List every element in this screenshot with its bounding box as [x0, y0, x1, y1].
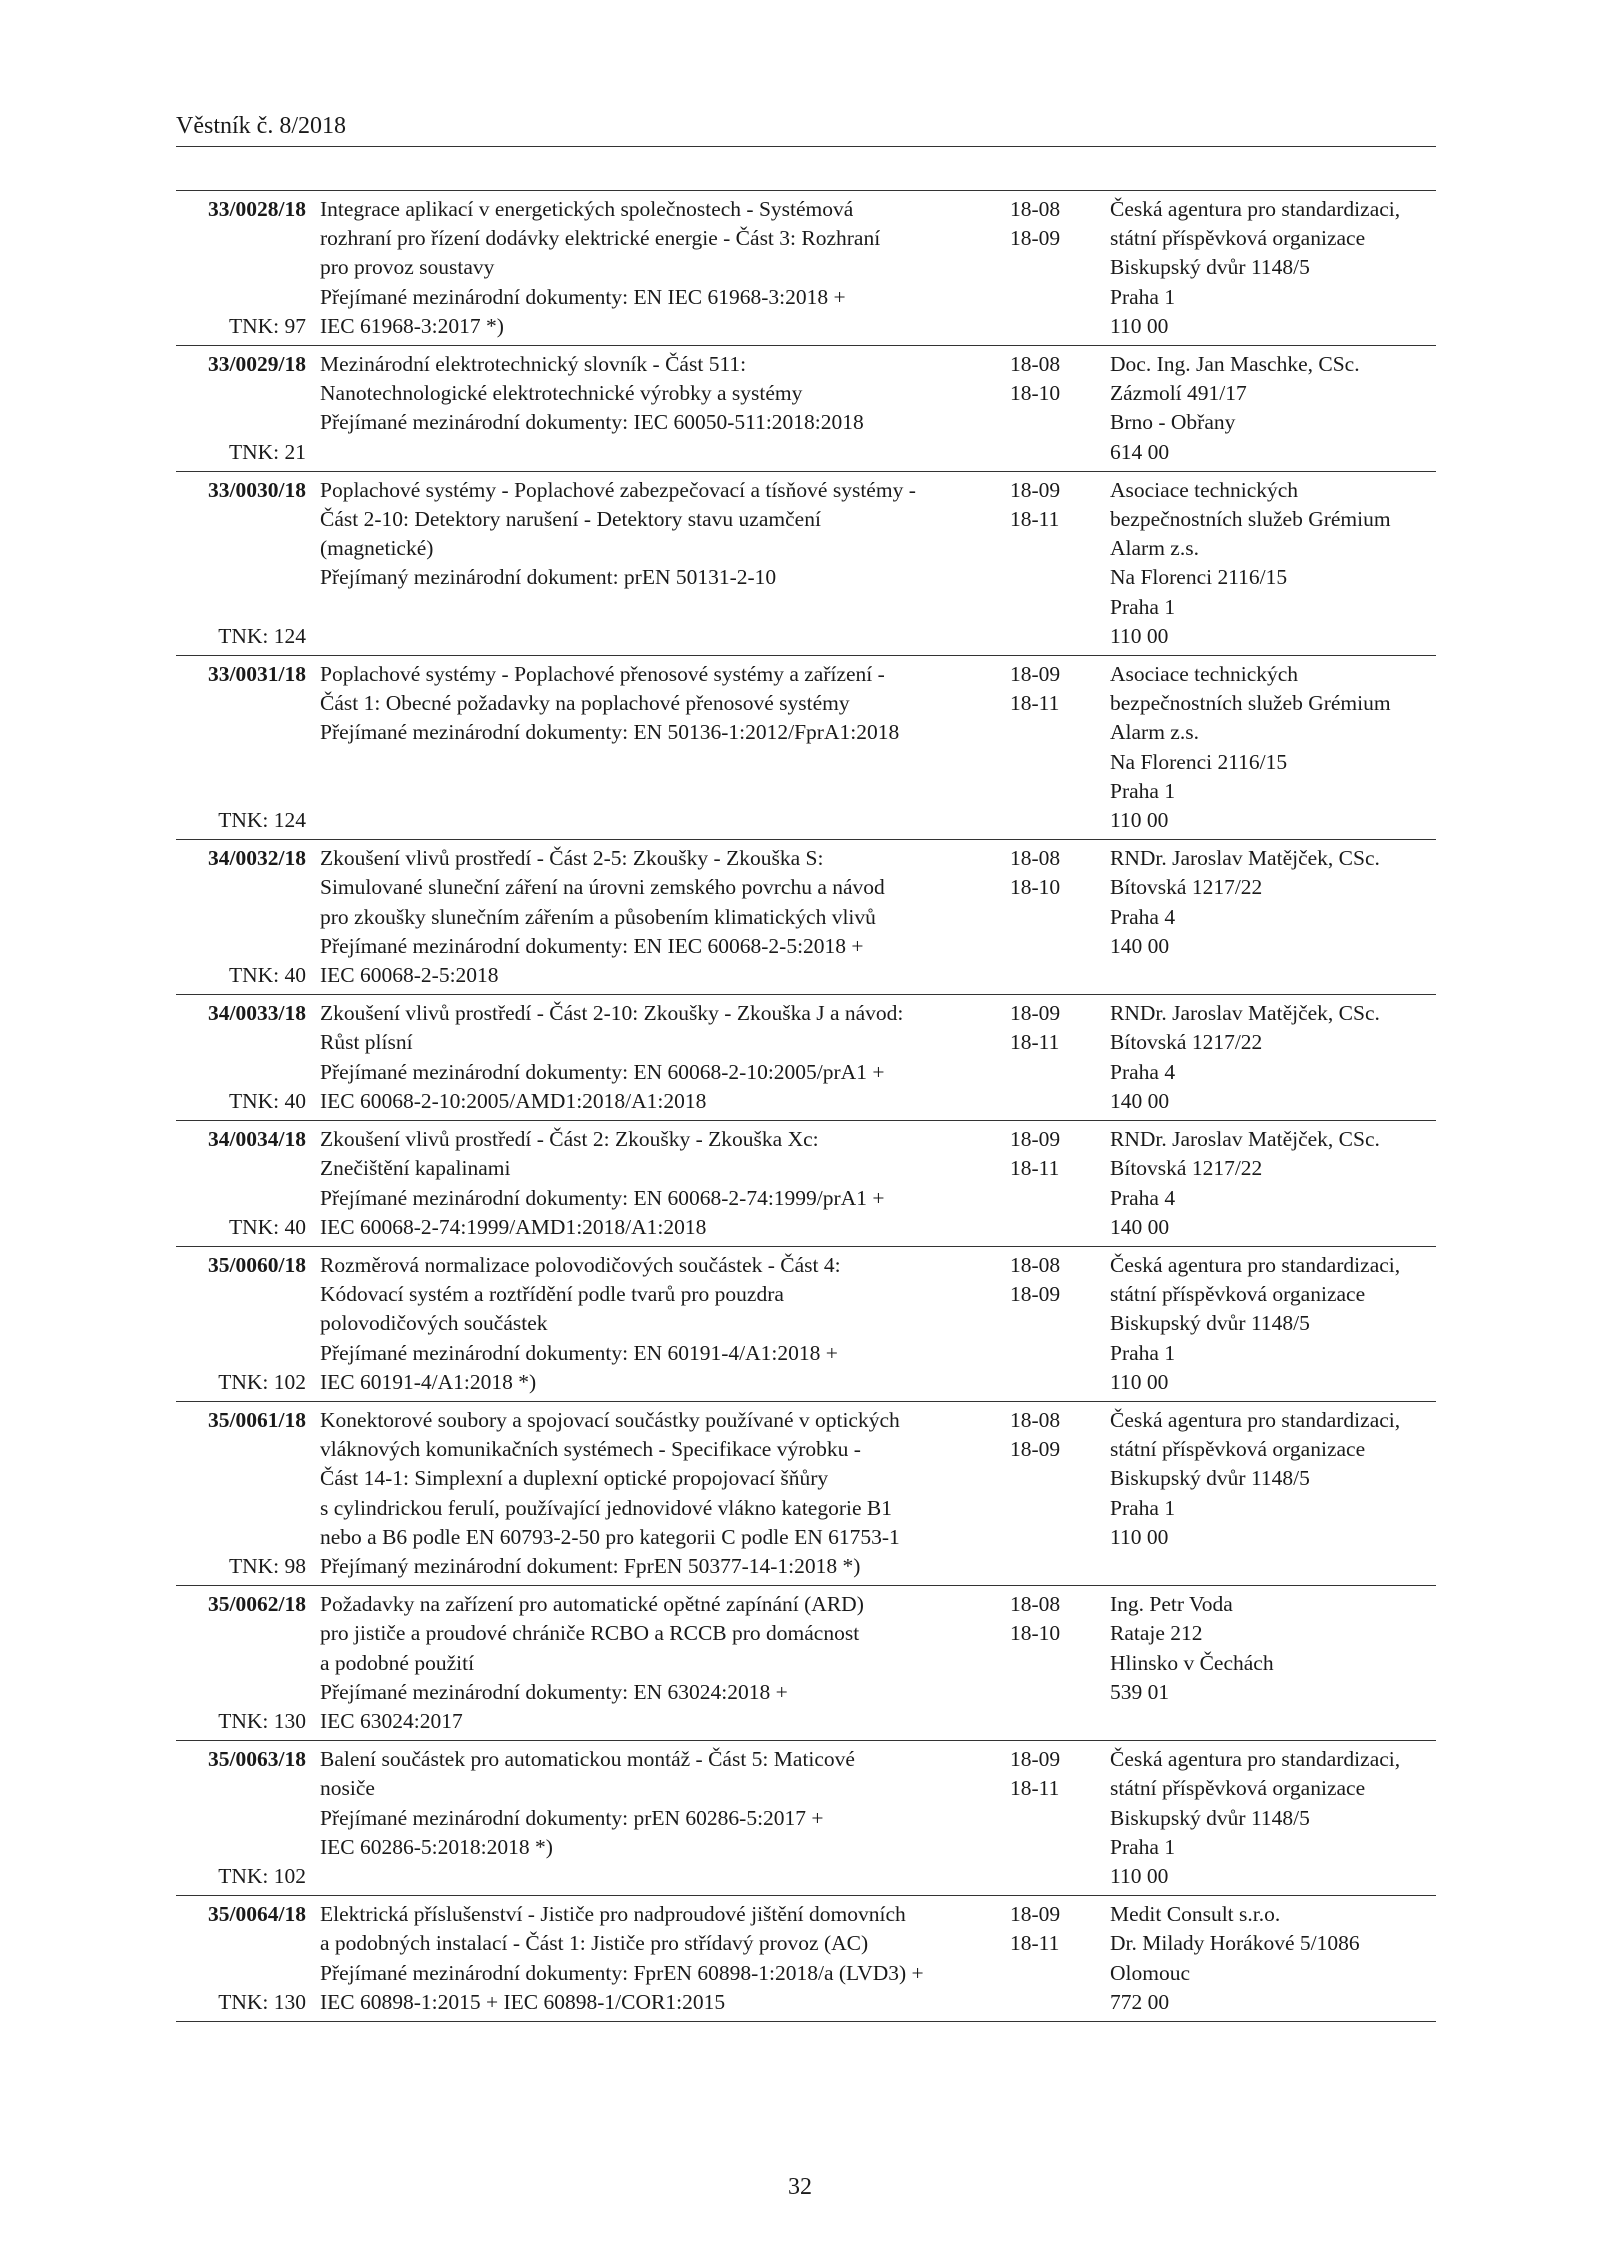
record-id-column	[176, 660, 306, 835]
record-title-line: pro provoz soustavy	[320, 255, 495, 280]
record-title-line: IEC 60068-2-74:1999/AMD1:2018/A1:2018	[320, 1214, 707, 1239]
record-id-column	[176, 1900, 306, 2017]
record-address	[1110, 1590, 1436, 1736]
record-row	[176, 1121, 1436, 1247]
record-date: 18-09	[1010, 1747, 1061, 1772]
record-dates	[1010, 999, 1110, 1116]
record-id: 35/0062/18	[208, 1592, 306, 1617]
record-address-line: 140 00	[1110, 933, 1170, 958]
record-dates	[1010, 660, 1110, 835]
record-address-line: Doc. Ing. Jan Maschke, CSc.	[1110, 352, 1360, 377]
record-title-line: IEC 63024:2017	[320, 1708, 463, 1733]
record-dates	[1010, 1251, 1110, 1397]
record-tnk: TNK: 124	[218, 623, 306, 648]
record-date: 18-09	[1010, 1282, 1061, 1307]
record-date: 18-09	[1010, 1437, 1061, 1462]
record-address-line: 110 00	[1110, 623, 1169, 648]
record-id-column	[176, 1125, 306, 1242]
record-tnk: TNK: 102	[218, 1369, 306, 1394]
record-title-line: Zkoušení vlivů prostředí - Část 2-5: Zkoušky - Zkouška S:	[320, 846, 824, 871]
record-id-column	[176, 1590, 306, 1736]
record-row	[176, 1402, 1436, 1586]
record-title-line: Požadavky na zařízení pro automatické opětné zapínání (ARD)	[320, 1592, 864, 1617]
record-title-line: Simulované sluneční záření na úrovni zemského povrchu a návod	[320, 875, 885, 900]
record-title-line: Přejímané mezinárodní dokumenty: EN 60068-2-10:2005/prA1 +	[320, 1059, 885, 1084]
record-title-line: Přejímané mezinárodní dokumenty: EN 50136-1:2012/FprA1:2018	[320, 720, 900, 745]
record-address	[1110, 195, 1436, 341]
record-address-line: Česká agentura pro standardizaci,	[1110, 1747, 1401, 1772]
record-tnk: TNK: 130	[218, 1989, 306, 2014]
record-title-line: Přejímané mezinárodní dokumenty: FprEN 60898-1:2018/a (LVD3) +	[320, 1960, 924, 1985]
record-title-line: vláknových komunikačních systémech - Specifikace výrobku -	[320, 1437, 861, 1462]
record-date: 18-08	[1010, 1407, 1061, 1432]
record-address-line: Biskupský dvůr 1148/5	[1110, 1805, 1310, 1830]
record-date: 18-11	[1010, 507, 1060, 532]
record-title-line: (magnetické)	[320, 536, 434, 561]
record-address-line: RNDr. Jaroslav Matějček, CSc.	[1110, 846, 1380, 871]
record-address	[1110, 1406, 1436, 1581]
record-date: 18-08	[1010, 846, 1061, 871]
record-title-line: Nanotechnologické elektrotechnické výrobky a systémy	[320, 381, 803, 406]
record-title	[320, 195, 1004, 341]
record-dates	[1010, 350, 1110, 467]
record-row	[176, 840, 1436, 995]
record-title-line: Přejímané mezinárodní dokumenty: IEC 60050-511:2018:2018	[320, 410, 864, 435]
record-address	[1110, 1125, 1436, 1242]
record-title	[320, 1251, 1004, 1397]
record-address-line: Česká agentura pro standardizaci,	[1110, 197, 1401, 221]
record-date: 18-11	[1010, 1030, 1060, 1055]
record-title-line: Přejímaný mezinárodní dokument: FprEN 50377-14-1:2018 *)	[320, 1553, 861, 1578]
record-id-column	[176, 476, 306, 651]
record-address-line: Praha 4	[1110, 904, 1176, 929]
record-title-line: IEC 60286-5:2018:2018 *)	[320, 1834, 553, 1859]
record-address-line: Praha 1	[1110, 778, 1176, 803]
record-address-line: státní příspěvková organizace	[1110, 1437, 1366, 1462]
record-title	[320, 476, 1004, 651]
record-address-line: státní příspěvková organizace	[1110, 226, 1366, 251]
record-address-line: Česká agentura pro standardizaci,	[1110, 1407, 1401, 1432]
record-title-line: Část 2-10: Detektory narušení - Detektory stavu uzamčení	[320, 507, 821, 532]
record-address	[1110, 660, 1436, 835]
record-title-line: Balení součástek pro automatickou montáž - Část 5: Maticové	[320, 1747, 855, 1772]
record-row	[176, 346, 1436, 472]
record-title-line: nosiče	[320, 1776, 375, 1801]
record-title	[320, 660, 1004, 835]
record-title-line: Přejímané mezinárodní dokumenty: EN 60068-2-74:1999/prA1 +	[320, 1185, 885, 1210]
record-date: 18-08	[1010, 352, 1061, 377]
record-id: 35/0064/18	[208, 1902, 306, 1927]
record-address-line: Zázmolí 491/17	[1110, 381, 1247, 406]
record-title	[320, 350, 1004, 467]
record-title-line: Mezinárodní elektrotechnický slovník - Část 511:	[320, 352, 747, 377]
record-title-line: a podobné použití	[320, 1650, 475, 1675]
record-title	[320, 1900, 1004, 2017]
record-title	[320, 999, 1004, 1116]
record-dates	[1010, 1590, 1110, 1736]
record-dates	[1010, 1745, 1110, 1891]
record-id: 33/0028/18	[208, 197, 306, 221]
record-address-line: RNDr. Jaroslav Matějček, CSc.	[1110, 1001, 1380, 1026]
record-title-line: Přejímané mezinárodní dokumenty: EN IEC 60068-2-5:2018 +	[320, 933, 864, 958]
page-number: 32	[788, 2174, 812, 2200]
record-address	[1110, 1745, 1436, 1891]
record-dates	[1010, 476, 1110, 651]
record-date: 18-09	[1010, 1127, 1061, 1152]
record-date: 18-11	[1010, 1156, 1060, 1181]
record-title-line: Zkoušení vlivů prostředí - Část 2: Zkoušky - Zkouška Xc:	[320, 1127, 819, 1152]
record-title-line: Přejímané mezinárodní dokumenty: prEN 60286-5:2017 +	[320, 1805, 824, 1830]
record-title-line: Konektorové soubory a spojovací součástky používané v optických	[320, 1407, 900, 1432]
record-title-line: Integrace aplikací v energetických společnostech - Systémová	[320, 197, 854, 221]
record-id: 33/0029/18	[208, 352, 306, 377]
record-date: 18-09	[1010, 1001, 1061, 1026]
record-id-column	[176, 999, 306, 1116]
record-address-line: Praha 4	[1110, 1059, 1176, 1084]
record-title	[320, 1745, 1004, 1891]
record-address-line: Praha 1	[1110, 1495, 1176, 1520]
record-title-line: Kódovací systém a roztřídění podle tvarů pro pouzdra	[320, 1282, 784, 1307]
record-date: 18-10	[1010, 1621, 1061, 1646]
record-address-line: Praha 1	[1110, 594, 1176, 619]
header-divider	[176, 146, 1436, 147]
record-address-line: 140 00	[1110, 1214, 1170, 1239]
record-title-line: a podobných instalací - Část 1: Jističe pro střídavý provoz (AC)	[320, 1931, 869, 1956]
records-table	[176, 190, 1436, 2022]
record-address-line: 614 00	[1110, 439, 1170, 464]
record-id: 34/0034/18	[208, 1127, 306, 1152]
record-address	[1110, 999, 1436, 1116]
record-address-line: 110 00	[1110, 1369, 1169, 1394]
record-date: 18-09	[1010, 477, 1061, 502]
record-title-line: IEC 61968-3:2017 *)	[320, 313, 504, 338]
record-address-line: Ing. Petr Voda	[1110, 1592, 1233, 1617]
record-address-line: Asociace technických	[1110, 662, 1299, 687]
record-row	[176, 472, 1436, 656]
record-title-line: Elektrická příslušenství - Jističe pro nadproudové jištění domovních	[320, 1902, 906, 1927]
record-tnk: TNK: 124	[218, 808, 306, 833]
record-address-line: Hlinsko v Čechách	[1110, 1650, 1274, 1675]
record-date: 18-10	[1010, 875, 1061, 900]
record-address-line: bezpečnostních služeb Grémium	[1110, 507, 1391, 532]
record-dates	[1010, 1900, 1110, 2017]
record-address-line: Rataje 212	[1110, 1621, 1203, 1646]
record-tnk: TNK: 40	[228, 1088, 306, 1113]
record-tnk: TNK: 102	[218, 1863, 306, 1888]
record-address-line: 110 00	[1110, 1863, 1169, 1888]
record-row	[176, 1741, 1436, 1896]
record-address-line: Bítovská 1217/22	[1110, 875, 1263, 900]
record-address-line: bezpečnostních služeb Grémium	[1110, 691, 1391, 716]
record-date: 18-09	[1010, 662, 1061, 687]
record-row	[176, 656, 1436, 840]
record-tnk: TNK: 97	[228, 313, 306, 338]
record-address-line: 110 00	[1110, 808, 1169, 833]
record-address-line: státní příspěvková organizace	[1110, 1282, 1366, 1307]
record-tnk: TNK: 40	[228, 963, 306, 988]
record-address-line: Biskupský dvůr 1148/5	[1110, 1311, 1310, 1336]
record-title-line: Přejímané mezinárodní dokumenty: EN 63024:2018 +	[320, 1679, 788, 1704]
record-title-line: IEC 60191-4/A1:2018 *)	[320, 1369, 537, 1394]
record-id: 33/0030/18	[208, 477, 306, 502]
record-address	[1110, 1900, 1436, 2017]
record-address	[1110, 476, 1436, 651]
record-dates	[1010, 1125, 1110, 1242]
record-title	[320, 844, 1004, 990]
record-title-line: Zkoušení vlivů prostředí - Část 2-10: Zkoušky - Zkouška J a návod:	[320, 1001, 904, 1026]
page-header: Věstník č. 8/2018	[176, 113, 346, 139]
record-title-line: pro jističe a proudové chrániče RCBO a RCCB pro domácnost	[320, 1621, 860, 1646]
record-address-line: 110 00	[1110, 1524, 1169, 1549]
record-dates	[1010, 844, 1110, 990]
record-address-line: Biskupský dvůr 1148/5	[1110, 255, 1310, 280]
record-tnk: TNK: 98	[228, 1553, 306, 1578]
record-dates	[1010, 1406, 1110, 1581]
record-address-line: Bítovská 1217/22	[1110, 1030, 1263, 1055]
record-title-line: IEC 60068-2-10:2005/AMD1:2018/A1:2018	[320, 1088, 707, 1113]
record-date: 18-09	[1010, 1902, 1061, 1927]
record-title-line: Přejímaný mezinárodní dokument: prEN 50131-2-10	[320, 565, 777, 590]
record-address-line: Na Florenci 2116/15	[1110, 749, 1288, 774]
record-title-line: Poplachové systémy - Poplachové zabezpečovací a tísňové systémy -	[320, 477, 916, 502]
record-title	[320, 1125, 1004, 1242]
record-date: 18-11	[1010, 1931, 1060, 1956]
record-row	[176, 1896, 1436, 2022]
record-id: 35/0061/18	[208, 1407, 306, 1432]
record-address-line: státní příspěvková organizace	[1110, 1776, 1366, 1801]
record-address-line: Praha 1	[1110, 1834, 1176, 1859]
record-address	[1110, 844, 1436, 990]
record-address-line: Praha 1	[1110, 284, 1176, 309]
record-address-line: Biskupský dvůr 1148/5	[1110, 1466, 1310, 1491]
record-address	[1110, 1251, 1436, 1397]
record-id-column	[176, 1745, 306, 1891]
record-id: 35/0063/18	[208, 1747, 306, 1772]
record-id-column	[176, 1406, 306, 1581]
record-address-line: 110 00	[1110, 313, 1169, 338]
record-row	[176, 995, 1436, 1121]
record-address-line: Brno - Obřany	[1110, 410, 1236, 435]
record-tnk: TNK: 40	[228, 1214, 306, 1239]
record-id-column	[176, 350, 306, 467]
record-title-line: Přejímané mezinárodní dokumenty: EN 60191-4/A1:2018 +	[320, 1340, 838, 1365]
record-dates	[1010, 195, 1110, 341]
record-address	[1110, 350, 1436, 467]
record-address-line: Alarm z.s.	[1110, 536, 1199, 561]
record-id: 34/0032/18	[208, 846, 306, 871]
record-title-line: Část 14-1: Simplexní a duplexní optické propojovací šňůry	[320, 1466, 829, 1491]
record-address-line: Na Florenci 2116/15	[1110, 565, 1288, 590]
record-date: 18-08	[1010, 197, 1061, 221]
record-address-line: 140 00	[1110, 1088, 1170, 1113]
record-address-line: Praha 1	[1110, 1340, 1176, 1365]
record-title	[320, 1406, 1004, 1581]
record-title-line: IEC 60898-1:2015 + IEC 60898-1/COR1:2015	[320, 1989, 726, 2014]
record-title-line: Růst plísní	[320, 1030, 413, 1055]
record-date: 18-08	[1010, 1252, 1061, 1277]
record-date: 18-11	[1010, 691, 1060, 716]
record-title-line: Přejímané mezinárodní dokumenty: EN IEC 61968-3:2018 +	[320, 284, 846, 309]
record-address-line: 539 01	[1110, 1679, 1170, 1704]
record-id: 35/0060/18	[208, 1252, 306, 1277]
record-title-line: pro zkoušky slunečním zářením a působením klimatických vlivů	[320, 904, 876, 929]
record-date: 18-10	[1010, 381, 1061, 406]
record-address-line: Asociace technických	[1110, 477, 1299, 502]
record-date: 18-11	[1010, 1776, 1060, 1801]
record-address-line: Alarm z.s.	[1110, 720, 1199, 745]
record-address-line: Praha 4	[1110, 1185, 1176, 1210]
record-id-column	[176, 195, 306, 341]
record-id: 34/0033/18	[208, 1001, 306, 1026]
record-title-line: Rozměrová normalizace polovodičových součástek - Část 4:	[320, 1252, 841, 1277]
record-address-line: Česká agentura pro standardizaci,	[1110, 1252, 1401, 1277]
record-date: 18-09	[1010, 226, 1061, 251]
record-tnk: TNK: 130	[218, 1708, 306, 1733]
record-address-line: RNDr. Jaroslav Matějček, CSc.	[1110, 1127, 1380, 1152]
record-title-line: nebo a B6 podle EN 60793-2-50 pro kategorii C podle EN 61753-1	[320, 1524, 900, 1549]
record-id: 33/0031/18	[208, 662, 306, 687]
record-address-line: Dr. Milady Horákové 5/1086	[1110, 1931, 1360, 1956]
record-row	[176, 191, 1436, 346]
record-address-line: Olomouc	[1110, 1960, 1191, 1985]
record-title-line: Část 1: Obecné požadavky na poplachové přenosové systémy	[320, 691, 850, 716]
record-title-line: rozhraní pro řízení dodávky elektrické energie - Část 3: Rozhraní	[320, 226, 881, 251]
record-title-line: s cylindrickou ferulí, používající jednovidové vlákno kategorie B1	[320, 1495, 892, 1520]
record-title-line: Znečištění kapalinami	[320, 1156, 511, 1181]
record-tnk: TNK: 21	[228, 439, 306, 464]
record-title	[320, 1590, 1004, 1736]
record-title-line: Poplachové systémy - Poplachové přenosové systémy a zařízení -	[320, 662, 885, 687]
record-id-column	[176, 844, 306, 990]
record-address-line: Bítovská 1217/22	[1110, 1156, 1263, 1181]
record-address-line: Medit Consult s.r.o.	[1110, 1902, 1281, 1927]
record-title-line: polovodičových součástek	[320, 1311, 548, 1336]
record-address-line: 772 00	[1110, 1989, 1170, 2014]
record-row	[176, 1247, 1436, 1402]
record-row	[176, 1586, 1436, 1741]
record-date: 18-08	[1010, 1592, 1061, 1617]
record-id-column	[176, 1251, 306, 1397]
record-title-line: IEC 60068-2-5:2018	[320, 963, 499, 988]
